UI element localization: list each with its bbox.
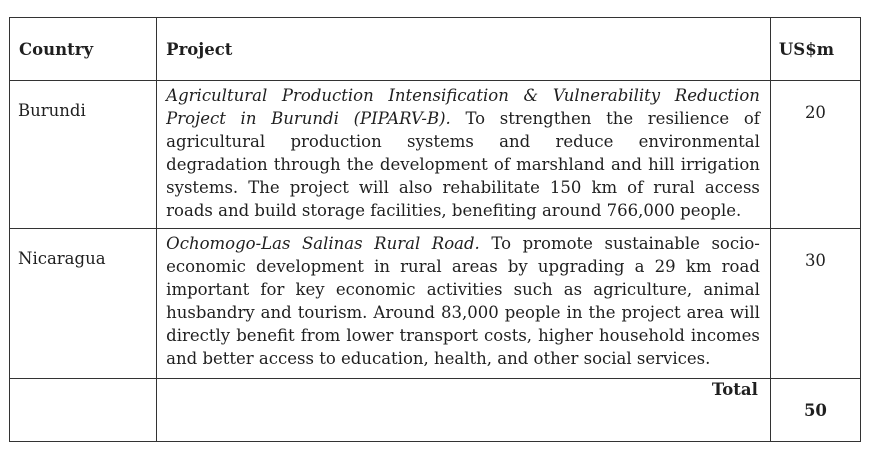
amount-cell: 20: [770, 81, 860, 229]
project-title: Ochomogo-Las Salinas Rural Road.: [166, 234, 480, 253]
total-amount: 50: [770, 379, 860, 442]
country-cell: Burundi: [10, 81, 157, 229]
projects-table: [9, 17, 861, 442]
header-country: Country: [10, 18, 157, 81]
project-cell: [157, 229, 771, 379]
country-cell: Nicaragua: [10, 229, 157, 379]
project-description: To promote sustainable socio-economic development in rural areas by upgrading a 29 km road important for key economic activities such as agriculture, animal husbandry and tourism. Around 83,000 people in the project area will directly benefit from lower transport costs, higher household incomes and better access to education, health, and other social services.: [166, 234, 760, 368]
amount-cell: 30: [770, 229, 860, 379]
table-row: [10, 81, 861, 229]
table-header-row: [10, 18, 861, 81]
project-description: To strengthen the resilience of agricultural production systems and reduce environmental degradation through the development of marshland and hill irrigation systems. The project will also rehabilitate 150 km of rural access roads and build storage facilities, benefiting around 766,000 people.: [166, 109, 760, 220]
table-row: [10, 229, 861, 379]
project-title: Agricultural Production Intensification & Vulnerability Reduction Project in Burundi (PIPARV-B).: [166, 86, 760, 128]
project-cell: [157, 81, 771, 229]
total-row: [10, 379, 861, 442]
total-empty-cell: [10, 379, 157, 442]
header-project: Project: [157, 18, 771, 81]
total-label: Total: [157, 379, 771, 442]
header-amount: US$m: [770, 18, 860, 81]
